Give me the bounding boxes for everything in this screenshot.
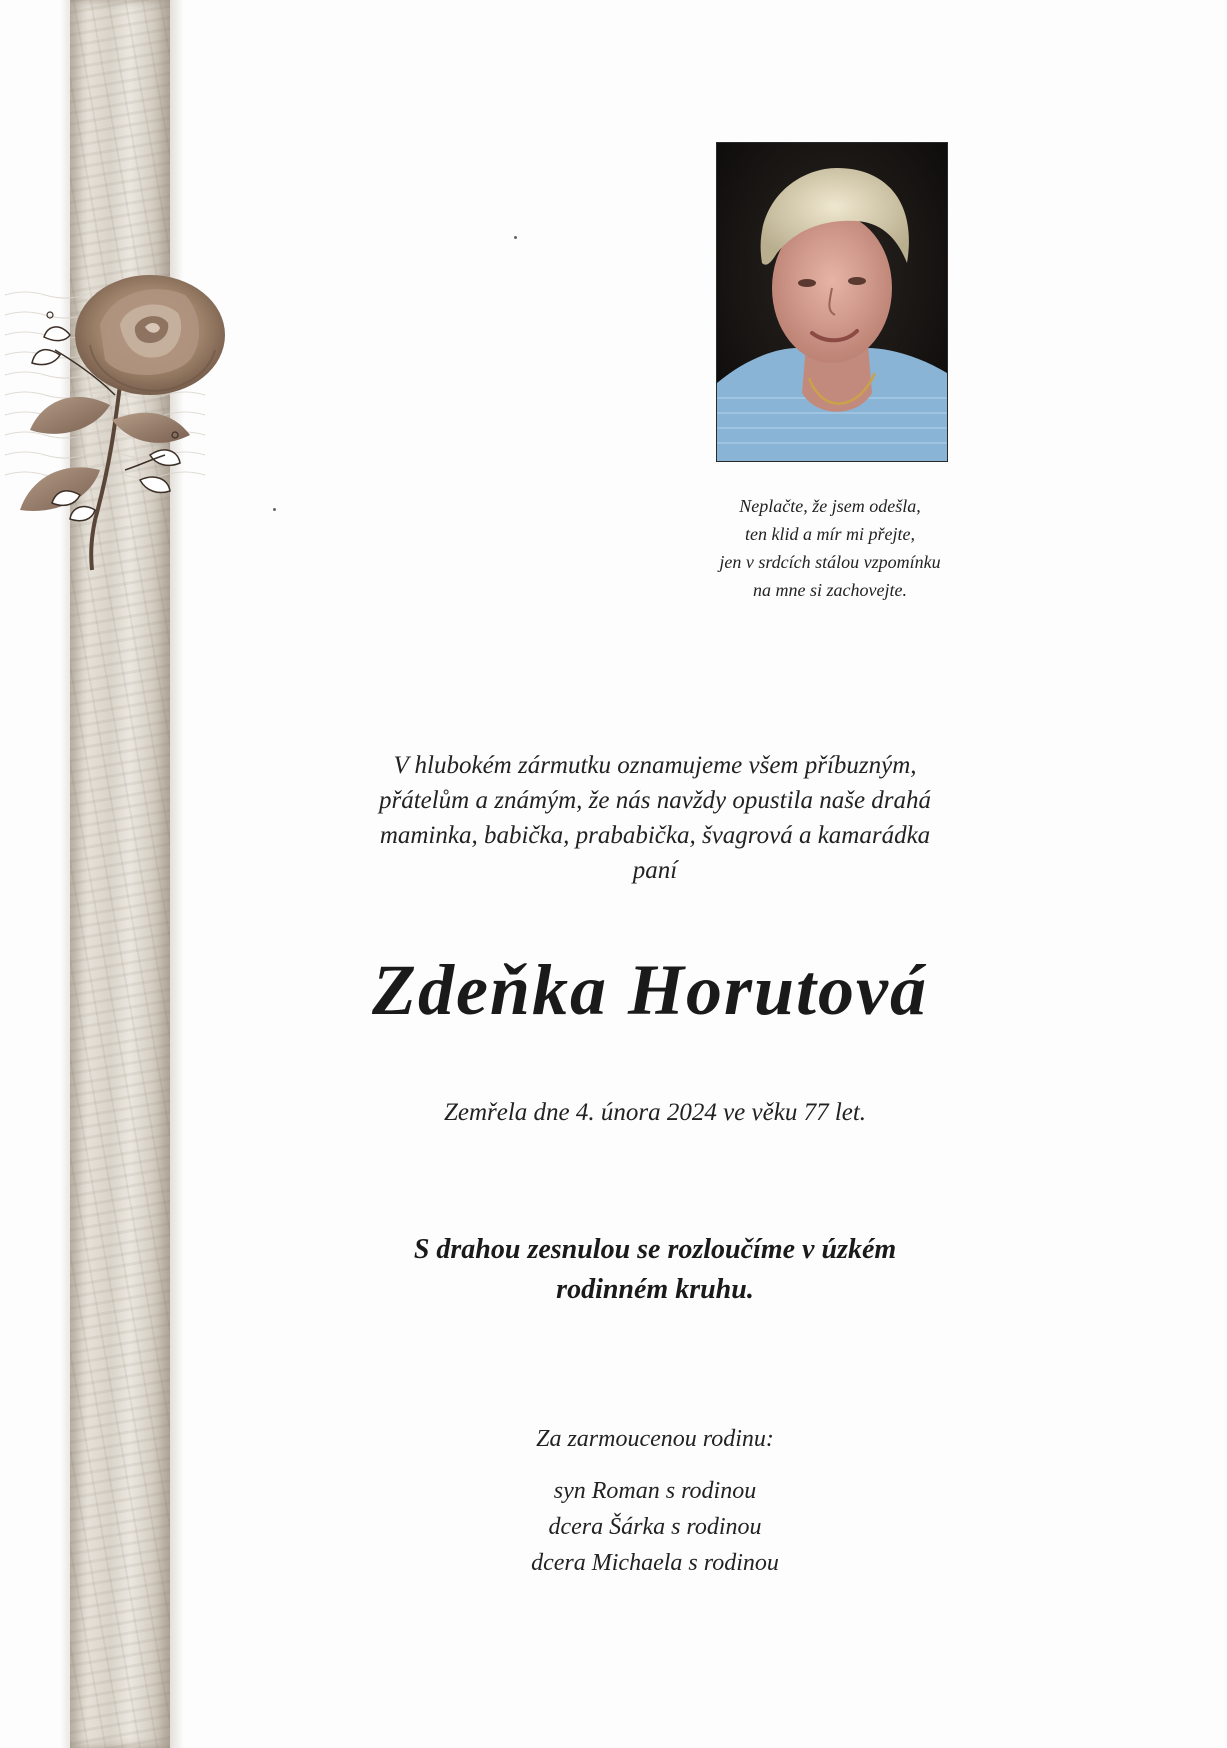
family-member: dcera Šárka s rodinou <box>548 1514 762 1540</box>
family-heading: Za zarmoucenou rodinu: <box>536 1426 774 1452</box>
deceased-name: Zdeňka Horutová <box>371 950 928 1030</box>
verse-line: Neplačte, že jsem odešla, <box>739 496 921 516</box>
family-member: syn Roman s rodinou <box>553 1478 757 1504</box>
verse-line: jen v srdcích stálou vzpomínku <box>719 552 941 572</box>
verse-line: ten klid a mír mi přejte, <box>745 524 915 544</box>
death-announcement <box>270 748 1040 888</box>
farewell-line: rodinném kruhu. <box>556 1274 754 1305</box>
memorial-verse <box>660 492 1000 604</box>
family-members <box>420 1473 890 1581</box>
announcement-line: přátelům a známým, že nás navždy opustila naše drahá <box>378 787 932 814</box>
scan-speck <box>273 508 276 511</box>
family-member: dcera Michaela s rodinou <box>531 1550 779 1576</box>
farewell-notice <box>270 1230 1040 1310</box>
announcement-line: paní <box>632 857 678 884</box>
verse-line: na mne si zachovejte. <box>753 580 907 600</box>
announcement-line: V hlubokém zármutku oznamujeme všem příbuzným, <box>393 752 917 779</box>
rose-icon <box>0 255 270 585</box>
death-notice: Zemřela dne 4. února 2024 ve věku 77 let. <box>443 1099 867 1126</box>
announcement-line: maminka, babička, prababička, švagrová a kamarádka <box>379 822 931 849</box>
scan-speck <box>514 236 517 239</box>
farewell-line: S drahou zesnulou se rozloučíme v úzkém <box>413 1234 897 1265</box>
portrait-photo <box>716 142 948 462</box>
